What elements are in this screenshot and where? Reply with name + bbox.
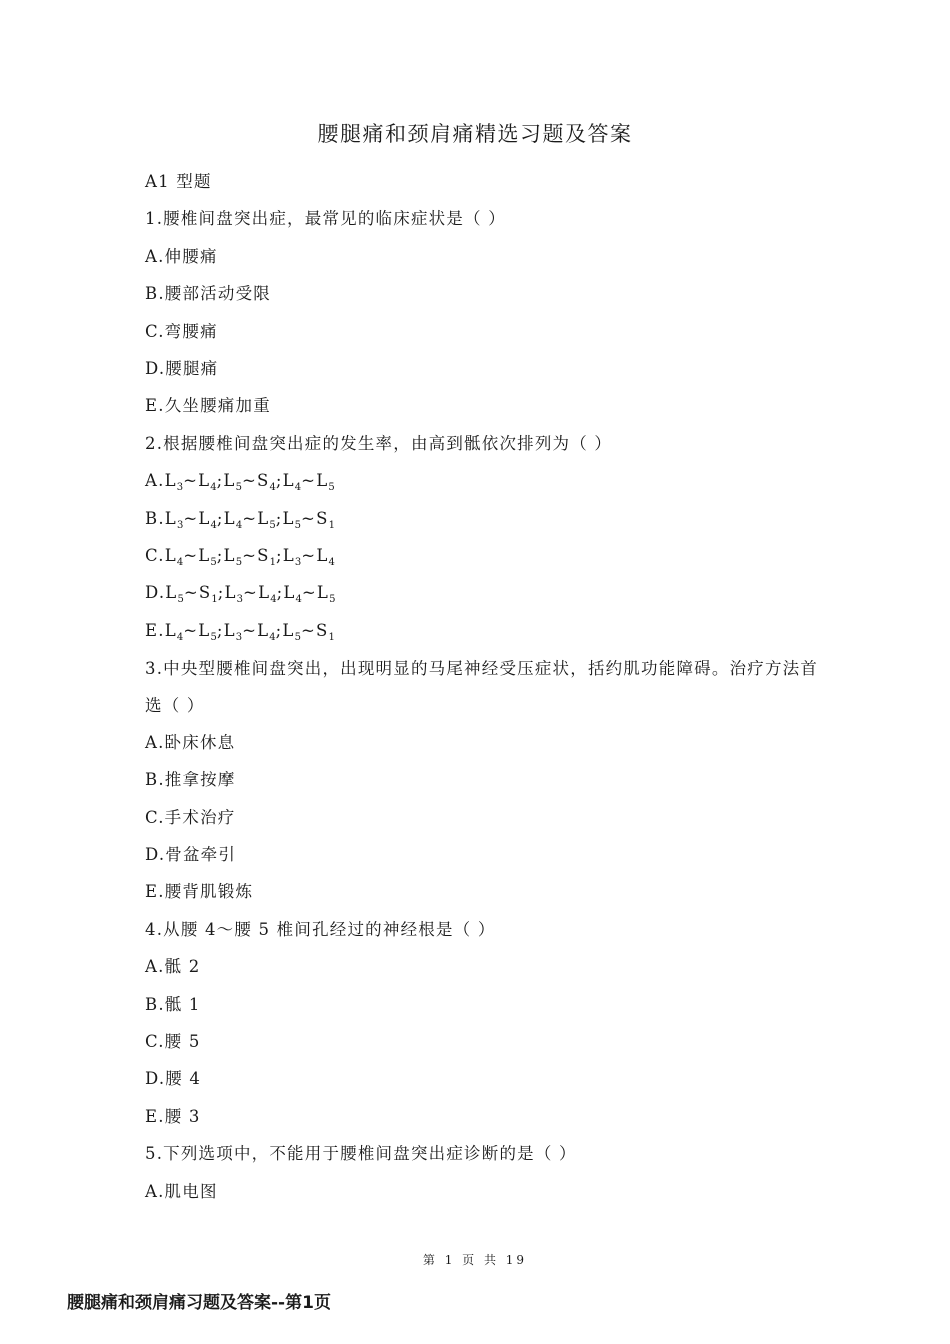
- page-title: 腰腿痛和颈肩痛精选习题及答案: [317, 122, 633, 146]
- vertebra-subscript: 3: [294, 556, 302, 568]
- q1-option-b: B.腰部活动受限: [145, 284, 271, 304]
- q4-option-e: E.腰 3: [145, 1106, 201, 1126]
- vertebra-subscript: 4: [270, 594, 277, 606]
- vertebra-subscript: 3: [176, 482, 184, 494]
- question-3: 3.中央型腰椎间盘突出，出现明显的马尾神经受压症状，括约肌功能障碍。治疗方法首选（ ）: [145, 659, 819, 716]
- vertebra-subscript: 5: [328, 482, 335, 494]
- vertebra-label: ~L: [301, 583, 330, 603]
- vertebra-subscript: 5: [294, 631, 301, 643]
- vertebra-subscript: 1: [269, 556, 276, 568]
- vertebra-subscript: 5: [210, 556, 217, 568]
- vertebra-label: ;L: [275, 620, 295, 640]
- vertebra-subscript: 4: [176, 631, 184, 643]
- vertebra-label: ;L: [276, 583, 296, 603]
- vertebra-label: ~S: [183, 583, 212, 603]
- option-prefix: E.: [145, 620, 165, 640]
- question-5: 5.下列选项中，不能用于腰椎间盘突出症诊断的是（ ）: [145, 1144, 577, 1164]
- page-footer: 第 1 页 共 19: [422, 1253, 528, 1267]
- vertebra-label: ~S: [301, 508, 329, 528]
- vertebra-subscript: 5: [177, 594, 184, 606]
- vertebra-label: L: [164, 545, 177, 565]
- vertebra-label: ~S: [242, 545, 270, 565]
- vertebra-subscript: 5: [294, 519, 302, 531]
- vertebra-label: L: [164, 508, 177, 528]
- option-prefix: B.: [145, 508, 165, 528]
- vertebra-subscript: 4: [295, 594, 302, 606]
- q4-option-c: C.腰 5: [145, 1032, 201, 1052]
- q5-option-a: A.肌电图: [145, 1181, 218, 1201]
- vertebra-subscript: 5: [210, 631, 217, 643]
- q2-option-a: [145, 469, 825, 506]
- vertebra-subscript: 4: [176, 556, 184, 568]
- vertebra-subscript: 3: [235, 631, 243, 643]
- vertebra-subscript: 5: [235, 482, 242, 494]
- vertebra-label: ~L: [243, 583, 271, 603]
- document-caption: 腰腿痛和颈肩痛习题及答案--第1页: [67, 1293, 331, 1313]
- vertebra-subscript: 4: [210, 482, 217, 494]
- q3-option-c: C.手术治疗: [145, 807, 236, 827]
- option-prefix: A.: [145, 471, 165, 491]
- vertebra-subscript: 4: [294, 482, 302, 494]
- question-2: 2.根据腰椎间盘突出症的发生率，由高到骶依次排列为（ ）: [145, 433, 613, 453]
- q3-option-d: D.骨盆牵引: [145, 845, 237, 865]
- q4-option-d: D.腰 4: [145, 1069, 202, 1089]
- vertebra-subscript: 5: [269, 519, 276, 531]
- vertebra-label: ;L: [216, 508, 236, 528]
- vertebra-label: ;L: [217, 583, 237, 603]
- q2-option-d: [145, 581, 825, 618]
- q1-option-e: E.久坐腰痛加重: [145, 396, 271, 416]
- vertebra-label: ~L: [301, 545, 329, 565]
- vertebra-label: L: [164, 620, 177, 640]
- option-prefix: C.: [145, 545, 165, 565]
- q3-option-a: A.卧床休息: [145, 732, 236, 752]
- vertebra-subscript: 3: [176, 519, 184, 531]
- q1-option-c: C.弯腰痛: [145, 321, 218, 341]
- vertebra-subscript: 4: [328, 556, 335, 568]
- vertebra-label: ~L: [242, 508, 270, 528]
- document-body: [145, 170, 825, 1217]
- q3-option-e: E.腰背肌锻炼: [145, 882, 254, 902]
- question-1: 1.腰椎间盘突出症，最常见的临床症状是（ ）: [145, 209, 506, 229]
- q4-option-b: B.骶 1: [145, 994, 201, 1014]
- vertebra-subscript: 4: [269, 482, 276, 494]
- q1-option-d: D.腰腿痛: [145, 358, 219, 378]
- vertebra-subscript: 4: [269, 631, 276, 643]
- vertebra-label: ;L: [275, 508, 295, 528]
- q3-option-b: B.推拿按摩: [145, 770, 236, 790]
- vertebra-subscript: 1: [211, 594, 218, 606]
- vertebra-subscript: 5: [235, 556, 243, 568]
- vertebra-label: ;L: [216, 620, 236, 640]
- vertebra-subscript: 5: [329, 594, 336, 606]
- section-heading: A1 型题: [145, 172, 212, 191]
- q2-option-c: [145, 544, 825, 581]
- vertebra-label: ;L: [275, 471, 295, 491]
- vertebra-subscript: 3: [236, 594, 244, 606]
- vertebra-label: ~L: [183, 508, 211, 528]
- vertebra-label: ;L: [216, 545, 236, 565]
- vertebra-subscript: 4: [210, 519, 217, 531]
- q1-option-a: A.伸腰痛: [145, 246, 218, 266]
- vertebra-subscript: 4: [235, 519, 243, 531]
- vertebra-label: ~L: [301, 471, 329, 491]
- option-prefix: D.: [145, 583, 166, 603]
- q4-option-a: A.骶 2: [145, 957, 201, 977]
- vertebra-label: ~S: [241, 471, 270, 491]
- vertebra-label: ~L: [183, 620, 211, 640]
- vertebra-label: ;L: [276, 545, 295, 565]
- vertebra-subscript: 1: [328, 631, 335, 643]
- vertebra-label: ;L: [216, 471, 236, 491]
- vertebra-label: ~L: [242, 620, 270, 640]
- question-4: 4.从腰 4～腰 5 椎间孔经过的神经根是（ ）: [145, 919, 496, 939]
- vertebra-label: ~S: [300, 620, 329, 640]
- q2-option-b: [145, 507, 825, 544]
- vertebra-subscript: 1: [328, 519, 335, 531]
- vertebra-label: L: [165, 583, 178, 603]
- vertebra-label: L: [164, 471, 177, 491]
- vertebra-label: ~L: [183, 471, 211, 491]
- vertebra-label: ~L: [183, 545, 211, 565]
